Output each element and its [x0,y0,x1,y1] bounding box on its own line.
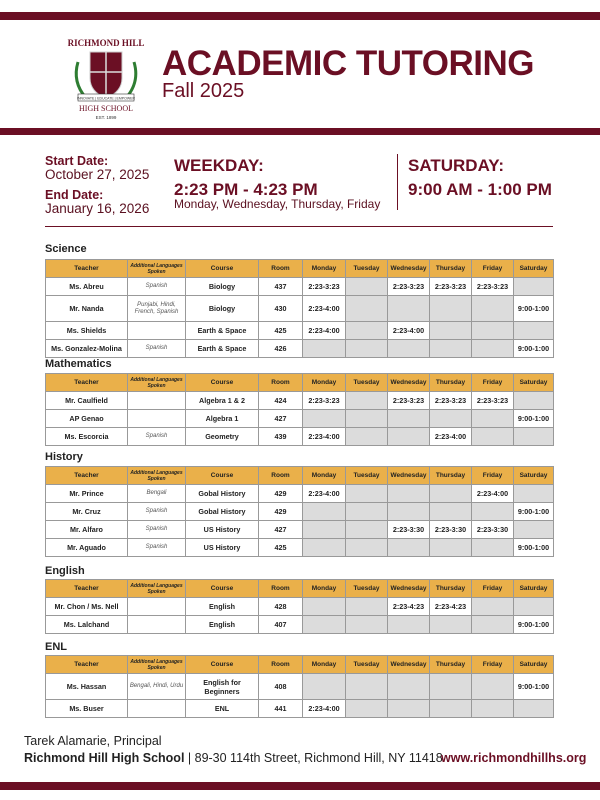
school-crest-logo [64,32,148,122]
table-row [46,278,554,296]
term-subtitle: Fall 2025 [162,80,245,102]
column-header: Additional Languages Spoken [128,656,186,674]
room-cell: 426 [259,340,303,358]
column-header: Tuesday [346,374,388,392]
tuesday-cell [346,674,388,700]
monday-cell: 2:23-4:00 [303,296,346,322]
weekday-days: Monday, Wednesday, Thursday, Friday [174,197,381,211]
table-row [46,322,554,340]
monday-cell [303,521,346,539]
friday-cell: 2:23-4:00 [472,485,514,503]
saturday-cell [514,485,554,503]
column-header: Thursday [430,374,472,392]
room-cell: 407 [259,616,303,634]
table-row [46,539,554,557]
column-header: Tuesday [346,580,388,598]
saturday-cell: 9:00-1:00 [514,539,554,557]
header-row [46,260,554,278]
monday-cell: 2:23-4:00 [303,428,346,446]
column-header: Additional Languages Spoken [128,260,186,278]
divider [397,154,398,210]
monday-cell [303,616,346,634]
course-cell: Earth & Space [186,340,259,358]
wednesday-cell [388,616,430,634]
divider [45,226,553,227]
wednesday-cell [388,428,430,446]
column-header: Teacher [46,374,128,392]
tuesday-cell [346,392,388,410]
column-header: Friday [472,260,514,278]
tuesday-cell [346,539,388,557]
room-cell: 429 [259,485,303,503]
thursday-cell [430,410,472,428]
languages-cell: Spanish [128,503,186,521]
column-header: Additional Languages Spoken [128,467,186,485]
wednesday-cell: 2:23-4:00 [388,322,430,340]
column-header: Teacher [46,656,128,674]
languages-cell [128,410,186,428]
end-date-value: January 16, 2026 [45,201,150,216]
room-cell: 430 [259,296,303,322]
schedule-table [45,579,554,634]
thursday-cell [430,340,472,358]
column-header: Monday [303,580,346,598]
table-row [46,700,554,718]
friday-cell [472,322,514,340]
monday-cell [303,674,346,700]
room-cell: 427 [259,521,303,539]
friday-cell [472,674,514,700]
friday-cell [472,503,514,521]
column-header: Thursday [430,656,472,674]
course-cell: Gobal History [186,503,259,521]
schedule-table [45,259,554,358]
course-cell: Algebra 1 [186,410,259,428]
wednesday-cell [388,485,430,503]
svg-text:RICHMOND HILL: RICHMOND HILL [67,38,145,48]
room-cell: 425 [259,322,303,340]
column-header: Course [186,656,259,674]
column-header: Monday [303,260,346,278]
column-header: Room [259,374,303,392]
wednesday-cell [388,296,430,322]
address-text: | 89-30 114th Street, Richmond Hill, NY 11418 [184,751,443,765]
languages-cell [128,598,186,616]
thursday-cell [430,503,472,521]
wednesday-cell [388,674,430,700]
friday-cell: 2:23-3:30 [472,521,514,539]
column-header: Thursday [430,467,472,485]
section-title: Mathematics [45,358,112,370]
wednesday-cell: 2:23-3:23 [388,278,430,296]
languages-cell: Bengali [128,485,186,503]
thursday-cell [430,485,472,503]
end-date-label: End Date: [45,188,104,202]
header-row [46,374,554,392]
languages-cell: Spanish [128,428,186,446]
bottom-bar [0,782,600,790]
thursday-cell: 2:23-3:30 [430,521,472,539]
schedule-table [45,373,554,446]
column-header: Room [259,656,303,674]
saturday-cell [514,392,554,410]
teacher-cell: Mr. Nanda [46,296,128,322]
tuesday-cell [346,485,388,503]
room-cell: 429 [259,503,303,521]
wednesday-cell [388,503,430,521]
saturday-time: 9:00 AM - 1:00 PM [408,180,552,199]
languages-cell: Spanish [128,539,186,557]
friday-cell [472,539,514,557]
page-title: ACADEMIC TUTORING [162,44,534,83]
weekday-label: WEEKDAY: [174,156,264,175]
saturday-cell [514,322,554,340]
column-header: Saturday [514,656,554,674]
tuesday-cell [346,296,388,322]
column-header: Monday [303,374,346,392]
friday-cell [472,700,514,718]
saturday-cell: 9:00-1:00 [514,503,554,521]
monday-cell: 2:23-3:23 [303,278,346,296]
friday-cell [472,296,514,322]
principal-name: Tarek Alamarie, Principal [24,734,162,748]
tuesday-cell [346,278,388,296]
column-header: Tuesday [346,656,388,674]
teacher-cell: Ms. Escorcia [46,428,128,446]
school-address [24,751,443,765]
column-header: Saturday [514,580,554,598]
tuesday-cell [346,616,388,634]
website-link[interactable]: www.richmondhillhs.org [441,751,587,765]
room-cell: 439 [259,428,303,446]
table-row [46,410,554,428]
teacher-cell: Ms. Shields [46,322,128,340]
course-cell: Algebra 1 & 2 [186,392,259,410]
section-title: ENL [45,641,67,653]
monday-cell: 2:23-3:23 [303,392,346,410]
friday-cell [472,598,514,616]
header-bottom-bar [0,128,600,135]
column-header: Teacher [46,260,128,278]
saturday-cell [514,700,554,718]
room-cell: 428 [259,598,303,616]
teacher-cell: AP Genao [46,410,128,428]
friday-cell [472,410,514,428]
section-title: English [45,565,85,577]
teacher-cell: Mr. Prince [46,485,128,503]
tuesday-cell [346,410,388,428]
room-cell: 408 [259,674,303,700]
column-header: Wednesday [388,467,430,485]
column-header: Room [259,467,303,485]
friday-cell: 2:23-3:23 [472,278,514,296]
languages-cell: Spanish [128,521,186,539]
monday-cell [303,340,346,358]
course-cell: Geometry [186,428,259,446]
column-header: Wednesday [388,260,430,278]
top-bar [0,12,600,20]
saturday-cell [514,278,554,296]
course-cell: English for Beginners [186,674,259,700]
room-cell: 437 [259,278,303,296]
monday-cell: 2:23-4:00 [303,485,346,503]
table-row [46,428,554,446]
thursday-cell [430,700,472,718]
column-header: Room [259,580,303,598]
column-header: Additional Languages Spoken [128,580,186,598]
section-title: History [45,451,83,463]
teacher-cell: Ms. Abreu [46,278,128,296]
column-header: Course [186,580,259,598]
table-row [46,340,554,358]
room-cell: 427 [259,410,303,428]
start-date-value: October 27, 2025 [45,167,150,182]
column-header: Course [186,260,259,278]
room-cell: 441 [259,700,303,718]
tuesday-cell [346,598,388,616]
table-row [46,485,554,503]
course-cell: English [186,616,259,634]
thursday-cell: 2:23-3:23 [430,392,472,410]
table-row [46,674,554,700]
column-header: Course [186,374,259,392]
languages-cell [128,616,186,634]
tuesday-cell [346,340,388,358]
monday-cell [303,539,346,557]
column-header: Thursday [430,580,472,598]
thursday-cell [430,296,472,322]
table-row [46,392,554,410]
table-row [46,296,554,322]
monday-cell [303,503,346,521]
svg-text:HIGH SCHOOL: HIGH SCHOOL [79,104,133,113]
course-cell: ENL [186,700,259,718]
course-cell: Gobal History [186,485,259,503]
tuesday-cell [346,322,388,340]
column-header: Friday [472,467,514,485]
start-date-label: Start Date: [45,154,109,168]
thursday-cell [430,616,472,634]
saturday-cell [514,521,554,539]
saturday-cell: 9:00-1:00 [514,410,554,428]
column-header: Course [186,467,259,485]
column-header: Saturday [514,260,554,278]
teacher-cell: Mr. Cruz [46,503,128,521]
teacher-cell: Mr. Caulfield [46,392,128,410]
column-header: Monday [303,656,346,674]
room-cell: 425 [259,539,303,557]
column-header: Tuesday [346,467,388,485]
column-header: Monday [303,467,346,485]
column-header: Saturday [514,374,554,392]
column-header: Friday [472,656,514,674]
monday-cell [303,410,346,428]
column-header: Friday [472,580,514,598]
monday-cell [303,598,346,616]
room-cell: 424 [259,392,303,410]
column-header: Wednesday [388,580,430,598]
section-title: Science [45,243,87,255]
table-row [46,598,554,616]
languages-cell [128,700,186,718]
wednesday-cell: 2:23-3:23 [388,392,430,410]
course-cell: US History [186,539,259,557]
table-row [46,521,554,539]
languages-cell: Bengali, Hindi, Urdu [128,674,186,700]
languages-cell [128,322,186,340]
languages-cell: Spanish [128,340,186,358]
svg-text:EST. 1899: EST. 1899 [95,115,117,120]
wednesday-cell: 2:23-3:30 [388,521,430,539]
schedule-table [45,655,554,718]
saturday-label: SATURDAY: [408,156,505,175]
languages-cell: Punjabi, Hindi, French, Spanish [128,296,186,322]
column-header: Room [259,260,303,278]
wednesday-cell [388,539,430,557]
course-cell: US History [186,521,259,539]
monday-cell: 2:23-4:00 [303,700,346,718]
friday-cell [472,340,514,358]
thursday-cell [430,322,472,340]
friday-cell [472,616,514,634]
saturday-cell: 9:00-1:00 [514,340,554,358]
header-row [46,656,554,674]
wednesday-cell [388,340,430,358]
teacher-cell: Ms. Buser [46,700,128,718]
languages-cell: Spanish [128,278,186,296]
friday-cell: 2:23-3:23 [472,392,514,410]
header-row [46,580,554,598]
tuesday-cell [346,503,388,521]
tuesday-cell [346,521,388,539]
wednesday-cell: 2:23-4:23 [388,598,430,616]
wednesday-cell [388,410,430,428]
teacher-cell: Ms. Hassan [46,674,128,700]
saturday-cell: 9:00-1:00 [514,616,554,634]
teacher-cell: Mr. Aguado [46,539,128,557]
monday-cell: 2:23-4:00 [303,322,346,340]
friday-cell [472,428,514,446]
thursday-cell [430,539,472,557]
tuesday-cell [346,700,388,718]
schedule-table [45,466,554,557]
saturday-cell: 9:00-1:00 [514,296,554,322]
column-header: Saturday [514,467,554,485]
table-row [46,616,554,634]
tuesday-cell [346,428,388,446]
column-header: Tuesday [346,260,388,278]
teacher-cell: Mr. Alfaro [46,521,128,539]
column-header: Thursday [430,260,472,278]
svg-text:INNOVATE | EDUCATE | EMPOWER: INNOVATE | EDUCATE | EMPOWER [76,96,136,101]
course-cell: Biology [186,278,259,296]
course-cell: Earth & Space [186,322,259,340]
wednesday-cell [388,700,430,718]
column-header: Wednesday [388,656,430,674]
thursday-cell [430,674,472,700]
course-cell: Biology [186,296,259,322]
thursday-cell: 2:23-4:00 [430,428,472,446]
languages-cell [128,392,186,410]
column-header: Additional Languages Spoken [128,374,186,392]
thursday-cell: 2:23-4:23 [430,598,472,616]
teacher-cell: Ms. Lalchand [46,616,128,634]
course-cell: English [186,598,259,616]
saturday-cell: 9:00-1:00 [514,674,554,700]
column-header: Friday [472,374,514,392]
teacher-cell: Mr. Chon / Ms. Nell [46,598,128,616]
header-row [46,467,554,485]
column-header: Teacher [46,580,128,598]
thursday-cell: 2:23-3:23 [430,278,472,296]
table-row [46,503,554,521]
school-name: Richmond Hill High School [24,751,185,765]
saturday-cell [514,428,554,446]
column-header: Teacher [46,467,128,485]
teacher-cell: Ms. Gonzalez-Molina [46,340,128,358]
saturday-cell [514,598,554,616]
column-header: Wednesday [388,374,430,392]
weekday-time: 2:23 PM - 4:23 PM [174,180,318,199]
